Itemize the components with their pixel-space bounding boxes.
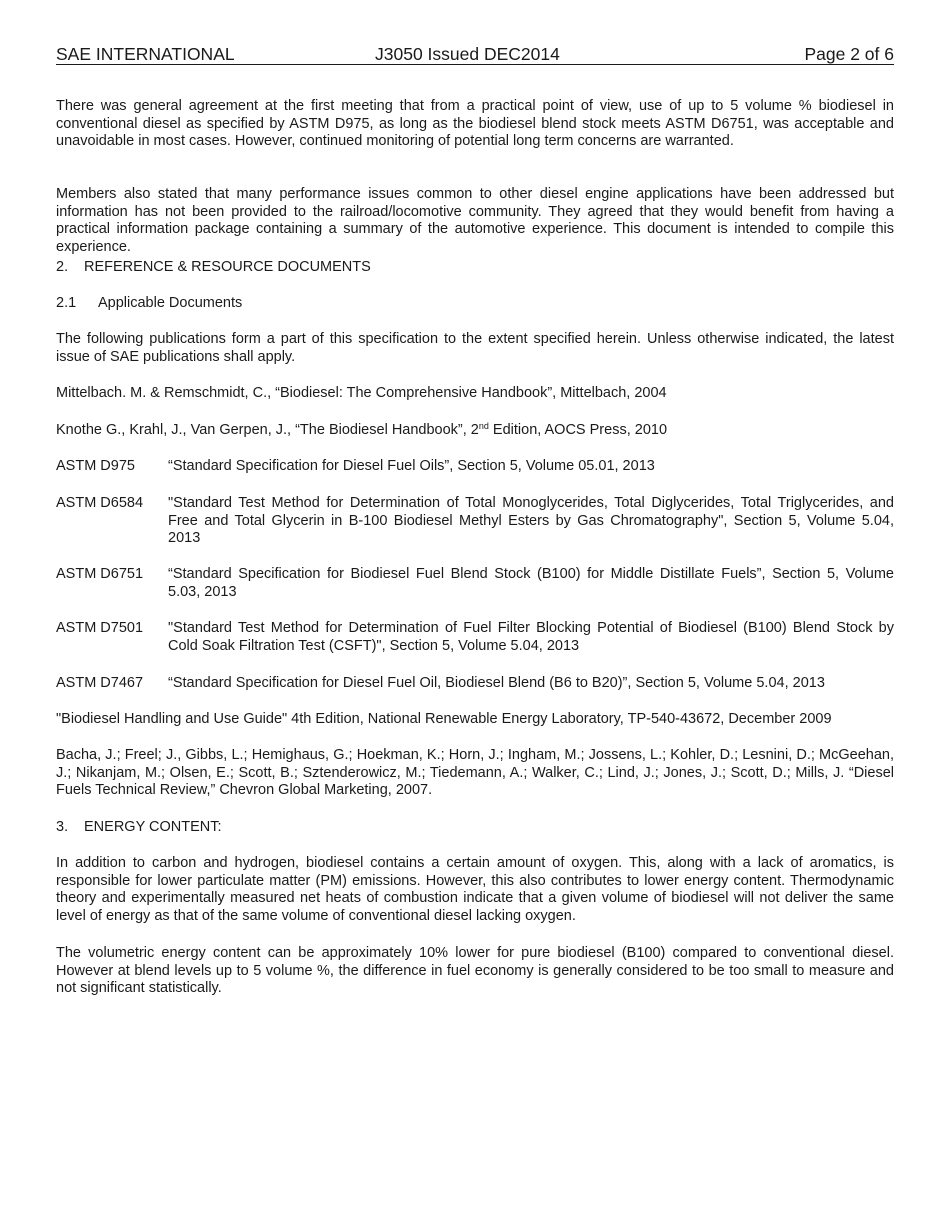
reference-mittelbach: Mittelbach. M. & Remschmidt, C., “Biodiesel: The Comprehensive Handbook”, Mittelbach, 2004 [56, 385, 667, 401]
section-3-number: 3. [56, 819, 69, 835]
intro-paragraph-2: Members also stated that many performance issues common to other diesel engine applications have been addressed but information has not been provided to the railroad/locomotive community. They agreed that they would benefit from having a practical information package containing a summary of the automotive experience. This document is intended to compile this experience. [56, 186, 894, 255]
intro-paragraph-1: There was general agreement at the first meeting that from a practical point of view, use of up to 5 volume % biodiesel in conventional diesel as specified by ASTM D975, as long as the biodiesel blend stock meets ASTM D6751, was acceptable and unavoidable in most cases. However, continued monitoring of potential long term concerns are warranted. [56, 98, 894, 150]
astm-description: “Standard Specification for Diesel Fuel Oil, Biodiesel Blend (B6 to B20)”, Section 5, Volume 5.04, 2013 [168, 675, 825, 691]
reference-knothe-tail: Edition, AOCS Press, 2010 [488, 422, 668, 438]
section-3-heading [56, 819, 894, 837]
section-2-title: REFERENCE & RESOURCE DOCUMENTS [84, 259, 371, 275]
reference-nrel-guide: "Biodiesel Handling and Use Guide" 4th Edition, National Renewable Energy Laboratory, TP-540-43672, December 2009 [56, 711, 832, 727]
section-2-1-title: Applicable Documents [98, 295, 243, 311]
header-organization: SAE INTERNATIONAL [56, 44, 235, 64]
reference-chevron-review: Bacha, J.; Freel; J., Gibbs, L.; Hemighaus, G.; Hoekman, K.; Horn, J.; Ingham, M.; Jossens, L.; Kohler, D.; Lesnini, D.; McGeehan, J.; Nikanjam, M.; Olsen, E.; Scott, B.; Sztenderowicz, M.; Tiedemann, A.; Walker, C.; Lind, J.; Jones, J.; Scott, D.; Mills, J. “Diesel Fuels Technical Review,” Chevron Global Marketing, 2007. [56, 747, 894, 799]
astm-reference-d975 [56, 458, 894, 476]
astm-description: “Standard Specification for Diesel Fuel Oils”, Section 5, Volume 05.01, 2013 [168, 458, 655, 474]
astm-reference-d7467 [56, 675, 894, 693]
section-2-number: 2. [56, 259, 69, 275]
astm-code: ASTM D7501 [56, 620, 144, 636]
astm-description: “Standard Specification for Biodiesel Fuel Blend Stock (B100) for Middle Distillate Fuels”, Section 5, Volume 5.03, 2013 [168, 566, 894, 600]
reference-knothe-superscript: nd [478, 421, 489, 431]
header-page-number: Page 2 of 6 [804, 44, 894, 64]
astm-reference-d7501 [56, 620, 894, 655]
astm-reference-d6584 [56, 495, 894, 548]
section-2-1-heading [56, 295, 894, 313]
reference-knothe-main: Knothe G., Krahl, J., Van Gerpen, J., “The Biodiesel Handbook”, 2 [56, 422, 479, 438]
astm-reference-d6751 [56, 566, 894, 601]
reference-knothe [56, 422, 894, 440]
astm-description: "Standard Test Method for Determination of Fuel Filter Blocking Potential of Biodiesel (B100) Blend Stock by Cold Soak Filtration Test (CSFT)", Section 5, Volume 5.04, 2013 [168, 620, 894, 654]
section-2-1-number: 2.1 [56, 295, 77, 311]
section-2-heading [56, 259, 894, 277]
astm-description: "Standard Test Method for Determination of Total Monoglycerides, Total Diglycerides, Total Triglycerides, and Free and Total Glycerin in B-100 Biodiesel Methyl Esters by Gas Chromatography", Section 5, Volume 5.04, 2013 [168, 495, 894, 547]
section-2-1-intro: The following publications form a part of this specification to the extent specified herein. Unless otherwise indicated, the latest issue of SAE publications shall apply. [56, 331, 894, 365]
astm-code: ASTM D6584 [56, 495, 144, 511]
section-3-paragraph-2: The volumetric energy content can be approximately 10% lower for pure biodiesel (B100) compared to conventional diesel. However at blend levels up to 5 volume %, the difference in fuel economy is generally considered to be too small to measure and not significant statistically. [56, 945, 894, 997]
section-3-paragraph-1: In addition to carbon and hydrogen, biodiesel contains a certain amount of oxygen. This, along with a lack of aromatics, is responsible for lower particulate matter (PM) emissions. However, this also contributes to lower energy content. Thermodynamic theory and experimentally measured net heats of combustion indicate that a given volume of biodiesel will not deliver the same level of energy as that of the same volume of conventional diesel lacking oxygen. [56, 855, 894, 924]
astm-code: ASTM D7467 [56, 675, 144, 691]
astm-code: ASTM D975 [56, 458, 135, 474]
document-page [56, 44, 894, 997]
page-header [56, 44, 894, 65]
header-document-id: J3050 Issued DEC2014 [375, 44, 560, 64]
section-3-title: ENERGY CONTENT: [84, 819, 222, 835]
astm-code: ASTM D6751 [56, 566, 144, 582]
